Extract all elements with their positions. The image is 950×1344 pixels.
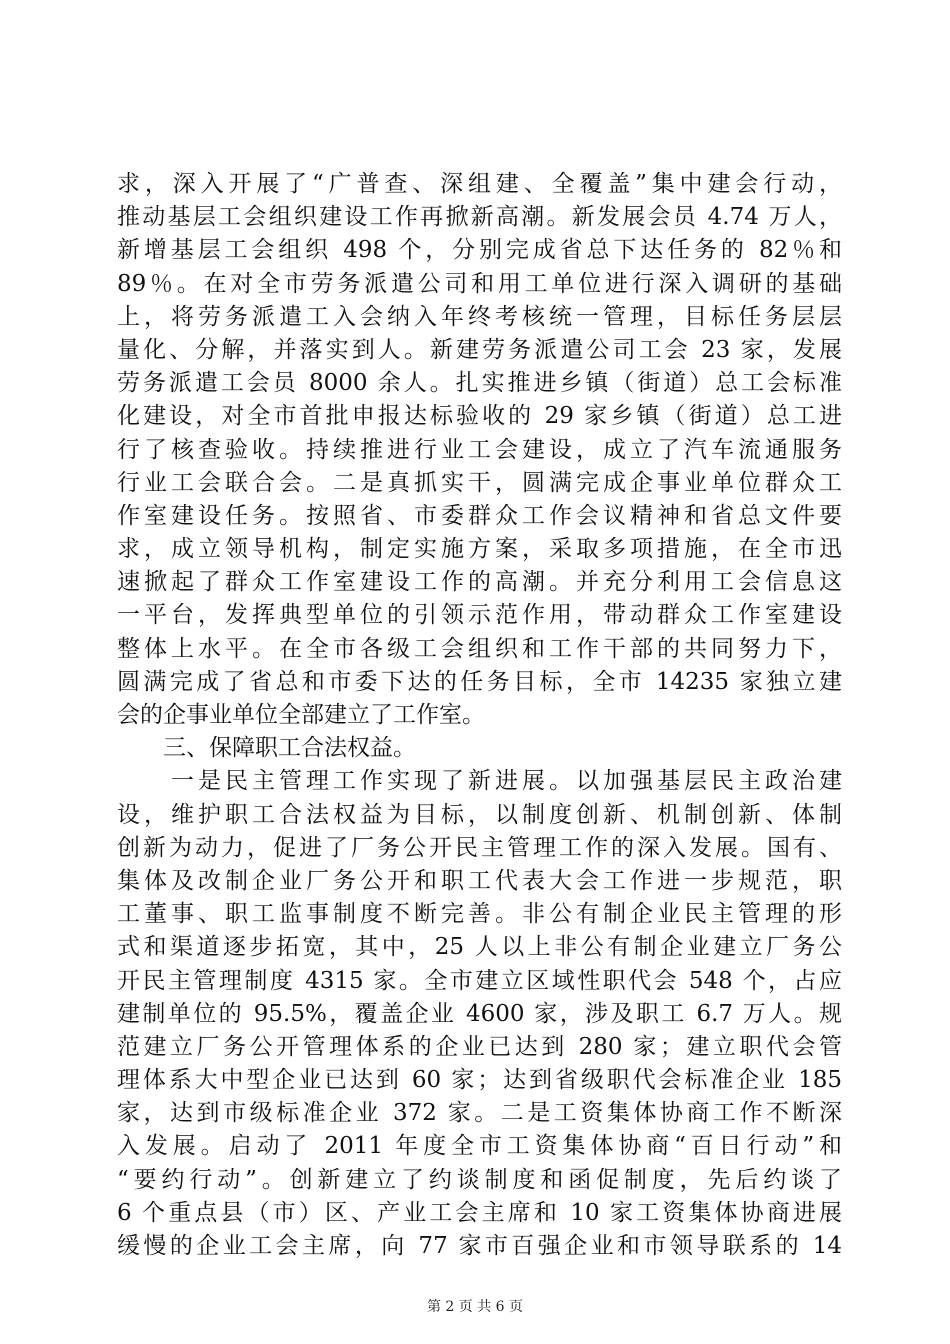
text-line: 建制单位的 95.5%，覆盖企业 4600 家，涉及职工 6.7 万人。规	[117, 1000, 842, 1027]
text-line: 家，达到市级标准企业 372 家。二是工资集体协商工作不断深	[117, 1100, 842, 1127]
text-line: 理体系大中型企业已达到 60 家；达到省级职代会标准企业 185	[117, 1067, 842, 1094]
text-line: 入发展。启动了 2011 年度全市工资集体协商“百日行动”和	[117, 1133, 842, 1160]
text-line: 作室建设任务。按照省、市委群众工作会议精神和省总文件要	[117, 502, 842, 529]
text-line: 量化、分解，并落实到人。新建劳务派遣公司工会 23 家，发展	[117, 336, 842, 363]
text-line: 化建设，对全市首批申报达标验收的 29 家乡镇（街道）总工进	[117, 403, 842, 430]
text-line: 一平台，发挥典型单位的引领示范作用，带动群众工作室建设	[117, 602, 842, 629]
text-line: 推动基层工会组织建设工作再掀新高潮。新发展会员 4.74 万人，	[117, 204, 842, 231]
text-line: 整体上水平。在全市各级工会组织和工作干部的共同努力下，	[117, 635, 842, 662]
page-footer: 第 2 页 共 6 页	[426, 1299, 524, 1315]
text-line: 开民主管理制度 4315 家。全市建立区域性职代会 548 个，占应	[117, 967, 842, 994]
section-heading: 三、保障职工合法权益。	[117, 735, 416, 762]
text-line: 圆满完成了省总和市委下达的任务目标，全市 14235 家独立建	[117, 668, 842, 695]
text-line: 6 个重点县（市）区、产业工会主席和 10 家工资集体协商进展	[117, 1199, 842, 1226]
text-line: 新增基层工会组织 498 个，分别完成省总下达任务的 82％和	[117, 237, 842, 264]
text-line: 式和渠道逐步拓宽，其中，25 人以上非公有制企业建立厂务公	[117, 934, 842, 961]
text-line: 缓慢的企业工会主席，向 77 家市百强企业和市领导联系的 14	[117, 1233, 842, 1259]
text-line: 创新为动力，促进了厂务公开民主管理工作的深入发展。国有、	[117, 834, 842, 861]
text-line: 一是民主管理工作实现了新进展。以加强基层民主政治建	[117, 768, 842, 795]
text-line: 行业工会联合会。二是真抓实干，圆满完成企事业单位群众工	[117, 469, 842, 496]
text-line: 求，成立领导机构，制定实施方案，采取多项措施，在全市迅	[117, 536, 842, 563]
text-line: 89％。在对全市劳务派遣公司和用工单位进行深入调研的基础	[117, 270, 842, 297]
document-body	[117, 168, 842, 1263]
text-line: 范建立厂务公开管理体系的企业已达到 280 家；建立职代会管	[117, 1033, 842, 1060]
text-line: 速掀起了群众工作室建设工作的高潮。并充分利用工会信息这	[117, 569, 842, 596]
text-line: 设，维护职工合法权益为目标，以制度创新、机制创新、体制	[117, 801, 842, 828]
text-line: 会的企事业单位全部建立了工作室。	[117, 702, 485, 728]
text-line: “要约行动”。创新建立了约谈制度和函促制度，先后约谈了	[117, 1166, 842, 1193]
text-line: 上，将劳务派遣工入会纳入年终考核统一管理，目标任务层层	[117, 303, 842, 330]
text-line: 求，深入开展了“广普查、深组建、全覆盖”集中建会行动，	[117, 171, 842, 197]
text-line: 行了核查验收。持续推进行业工会建设，成立了汽车流通服务	[117, 436, 842, 463]
text-line: 劳务派遣工会员 8000 余人。扎实推进乡镇（街道）总工会标准	[117, 370, 842, 397]
text-line: 工董事、职工监事制度不断完善。非公有制企业民主管理的形	[117, 901, 842, 928]
text-line: 集体及改制企业厂务公开和职工代表大会工作进一步规范，职	[117, 867, 842, 894]
